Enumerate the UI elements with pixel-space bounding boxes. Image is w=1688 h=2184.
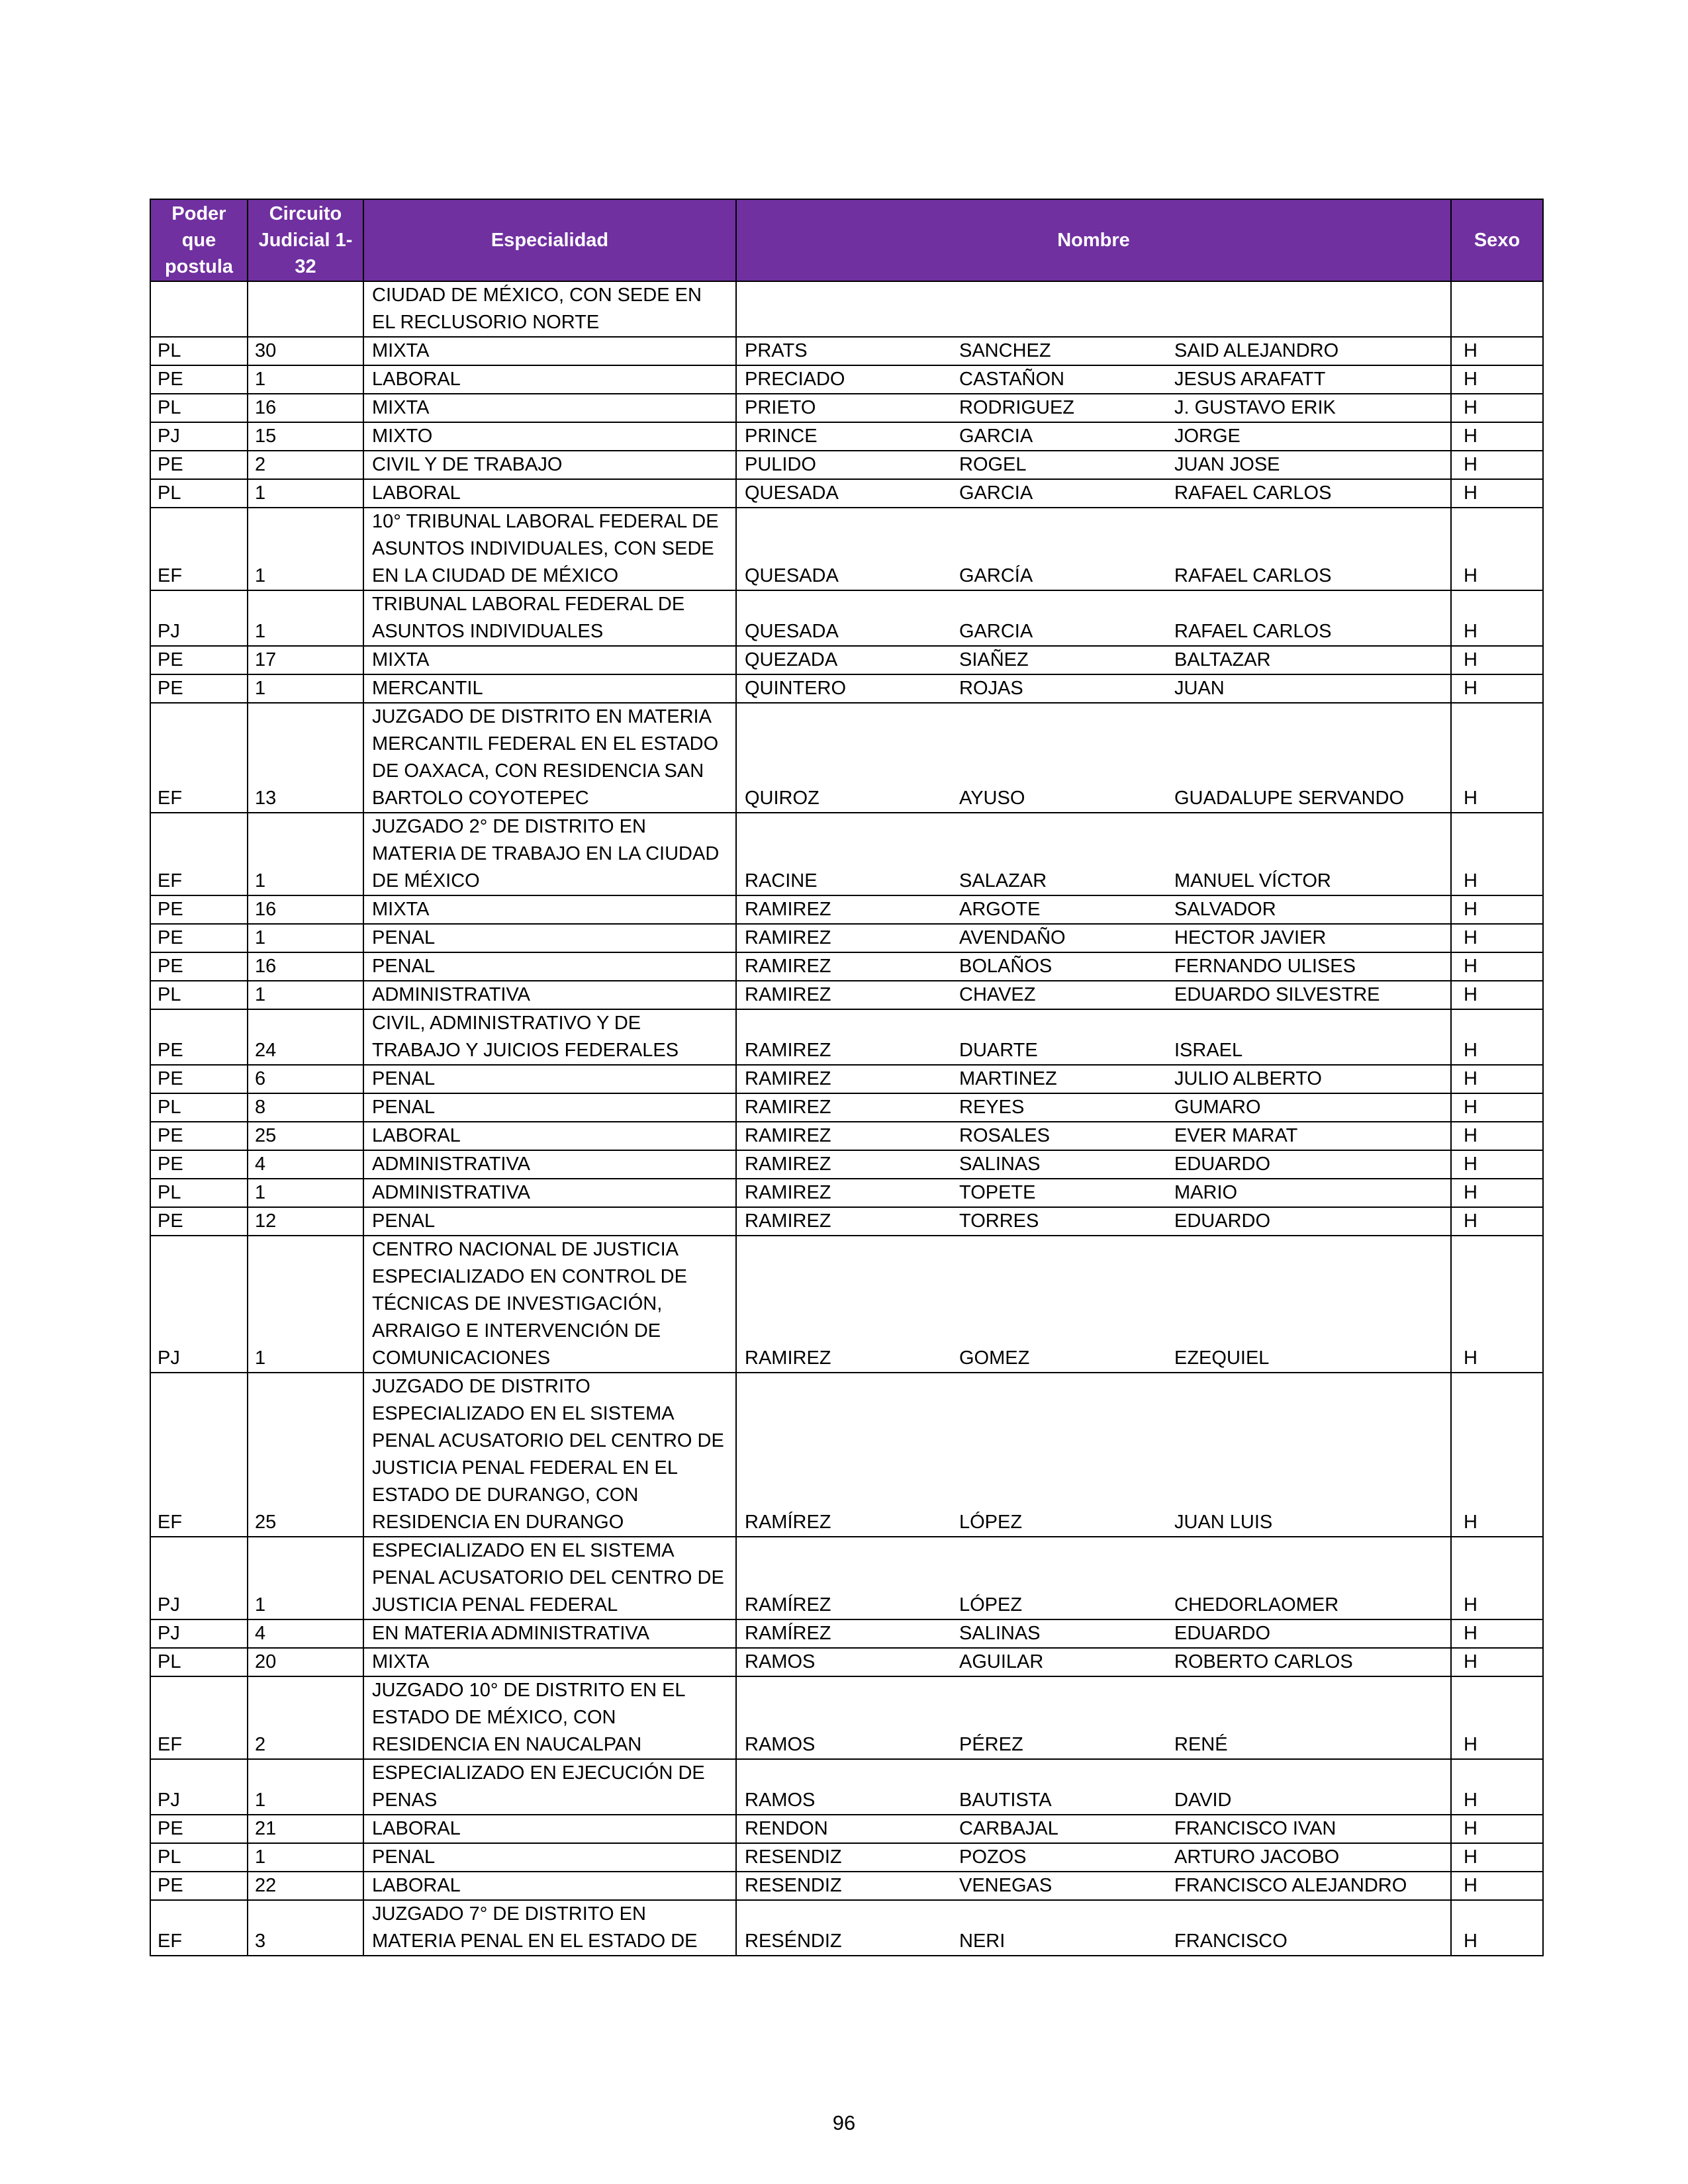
candidates-table-container (150, 199, 1542, 1956)
cell-nombre: CHEDORLAOMER (1166, 1537, 1451, 1619)
cell-apellido-paterno: RAMIREZ (736, 895, 951, 924)
cell-especialidad: EN MATERIA ADMINISTRATIVA (363, 1619, 736, 1648)
table-row (150, 981, 1543, 1009)
cell-apellido-paterno: PRECIADO (736, 365, 951, 394)
cell-poder: PL (150, 1093, 248, 1122)
cell-apellido-paterno: RAMOS (736, 1676, 951, 1759)
cell-circuito: 15 (248, 422, 363, 451)
cell-poder: PE (150, 924, 248, 952)
table-row (150, 1815, 1543, 1843)
cell-poder: PL (150, 1179, 248, 1207)
table-header (150, 199, 1543, 281)
cell-especialidad: PENAL (363, 1207, 736, 1236)
cell-poder: PJ (150, 1759, 248, 1815)
cell-nombre: EDUARDO (1166, 1207, 1451, 1236)
header-circuito: Circuito Judicial 1-32 (248, 199, 363, 281)
cell-apellido-paterno: RAMIREZ (736, 1150, 951, 1179)
cell-circuito: 1 (248, 365, 363, 394)
header-especialidad: Especialidad (363, 199, 736, 281)
cell-nombre (1166, 281, 1451, 337)
table-row (150, 337, 1543, 365)
cell-poder: EF (150, 1900, 248, 1956)
table-row (150, 508, 1543, 590)
cell-poder: PL (150, 394, 248, 422)
cell-poder: PE (150, 1122, 248, 1150)
cell-especialidad: ADMINISTRATIVA (363, 1150, 736, 1179)
cell-nombre: JORGE (1166, 422, 1451, 451)
header-sexo: Sexo (1451, 199, 1543, 281)
cell-especialidad: MIXTO (363, 422, 736, 451)
cell-sexo: H (1451, 422, 1543, 451)
cell-circuito: 25 (248, 1373, 363, 1537)
cell-apellido-paterno: RAMIREZ (736, 1093, 951, 1122)
cell-apellido-materno: TOPETE (951, 1179, 1166, 1207)
cell-nombre: ROBERTO CARLOS (1166, 1648, 1451, 1676)
table-row (150, 646, 1543, 674)
cell-circuito: 1 (248, 1179, 363, 1207)
cell-especialidad: JUZGADO DE DISTRITO ESPECIALIZADO EN EL SISTEMA PENAL ACUSATORIO DEL CENTRO DE JUSTICIA PENAL FEDERAL EN EL ESTADO DE DURANGO, CON RESIDENCIA EN DURANGO (363, 1373, 736, 1537)
cell-apellido-materno: PÉREZ (951, 1676, 1166, 1759)
cell-circuito: 16 (248, 394, 363, 422)
cell-sexo: H (1451, 1122, 1543, 1150)
cell-sexo: H (1451, 1815, 1543, 1843)
cell-sexo: H (1451, 590, 1543, 646)
cell-nombre: JUAN JOSE (1166, 451, 1451, 479)
cell-sexo: H (1451, 952, 1543, 981)
cell-poder: PL (150, 981, 248, 1009)
cell-apellido-materno: SIAÑEZ (951, 646, 1166, 674)
cell-especialidad: PENAL (363, 924, 736, 952)
cell-sexo: H (1451, 508, 1543, 590)
cell-apellido-materno: ROSALES (951, 1122, 1166, 1150)
cell-apellido-paterno: RAMIREZ (736, 1236, 951, 1373)
table-row (150, 422, 1543, 451)
table-row (150, 1207, 1543, 1236)
cell-apellido-paterno: RAMOS (736, 1648, 951, 1676)
table-row (150, 451, 1543, 479)
cell-apellido-materno: LÓPEZ (951, 1537, 1166, 1619)
cell-especialidad: LABORAL (363, 365, 736, 394)
cell-apellido-materno: AVENDAÑO (951, 924, 1166, 952)
cell-apellido-materno: ARGOTE (951, 895, 1166, 924)
cell-circuito: 1 (248, 508, 363, 590)
cell-sexo: H (1451, 674, 1543, 703)
cell-circuito: 22 (248, 1872, 363, 1900)
cell-sexo: H (1451, 1676, 1543, 1759)
cell-apellido-materno: LÓPEZ (951, 1373, 1166, 1537)
cell-apellido-paterno: RAMÍREZ (736, 1373, 951, 1537)
cell-circuito: 16 (248, 895, 363, 924)
cell-poder: EF (150, 508, 248, 590)
cell-sexo (1451, 281, 1543, 337)
cell-especialidad: MIXTA (363, 1648, 736, 1676)
cell-especialidad: JUZGADO DE DISTRITO EN MATERIA MERCANTIL FEDERAL EN EL ESTADO DE OAXACA, CON RESIDENCIA SAN BARTOLO COYOTEPEC (363, 703, 736, 813)
cell-apellido-materno: POZOS (951, 1843, 1166, 1872)
cell-nombre: SALVADOR (1166, 895, 1451, 924)
cell-apellido-materno: REYES (951, 1093, 1166, 1122)
cell-especialidad: LABORAL (363, 1122, 736, 1150)
cell-poder: PE (150, 895, 248, 924)
cell-nombre: RENÉ (1166, 1676, 1451, 1759)
cell-nombre: FERNANDO ULISES (1166, 952, 1451, 981)
cell-especialidad: LABORAL (363, 1815, 736, 1843)
cell-apellido-paterno: RAMOS (736, 1759, 951, 1815)
cell-apellido-materno: ROGEL (951, 451, 1166, 479)
cell-sexo: H (1451, 813, 1543, 895)
cell-nombre: EDUARDO (1166, 1619, 1451, 1648)
cell-nombre: BALTAZAR (1166, 646, 1451, 674)
cell-apellido-paterno: RAMIREZ (736, 1065, 951, 1093)
table-row (150, 813, 1543, 895)
cell-apellido-paterno: RAMÍREZ (736, 1537, 951, 1619)
cell-especialidad: PENAL (363, 1843, 736, 1872)
cell-poder: PJ (150, 422, 248, 451)
cell-circuito: 1 (248, 479, 363, 508)
cell-nombre: JUAN LUIS (1166, 1373, 1451, 1537)
cell-apellido-materno: ROJAS (951, 674, 1166, 703)
cell-nombre: MARIO (1166, 1179, 1451, 1207)
cell-poder: PE (150, 1009, 248, 1065)
cell-apellido-paterno: RAMIREZ (736, 1207, 951, 1236)
cell-circuito: 2 (248, 451, 363, 479)
cell-apellido-materno: BAUTISTA (951, 1759, 1166, 1815)
cell-apellido-paterno: PRIETO (736, 394, 951, 422)
table-row (150, 1619, 1543, 1648)
cell-especialidad: CIUDAD DE MÉXICO, CON SEDE EN EL RECLUSORIO NORTE (363, 281, 736, 337)
cell-sexo: H (1451, 1759, 1543, 1815)
cell-circuito: 1 (248, 1759, 363, 1815)
cell-apellido-paterno (736, 281, 951, 337)
cell-poder: PE (150, 365, 248, 394)
cell-apellido-materno: SALINAS (951, 1619, 1166, 1648)
cell-circuito: 2 (248, 1676, 363, 1759)
cell-apellido-materno: GARCÍA (951, 508, 1166, 590)
cell-circuito: 1 (248, 1537, 363, 1619)
cell-sexo: H (1451, 1648, 1543, 1676)
cell-poder: PL (150, 337, 248, 365)
cell-apellido-materno: DUARTE (951, 1009, 1166, 1065)
cell-poder: EF (150, 703, 248, 813)
cell-apellido-materno: AGUILAR (951, 1648, 1166, 1676)
cell-apellido-materno: TORRES (951, 1207, 1166, 1236)
cell-poder: PE (150, 1150, 248, 1179)
cell-nombre: RAFAEL CARLOS (1166, 590, 1451, 646)
header-nombre: Nombre (736, 199, 1451, 281)
cell-especialidad: MERCANTIL (363, 674, 736, 703)
table-row (150, 1150, 1543, 1179)
cell-nombre: JESUS ARAFATT (1166, 365, 1451, 394)
cell-poder (150, 281, 248, 337)
cell-apellido-paterno: QUESADA (736, 508, 951, 590)
table-row (150, 703, 1543, 813)
cell-especialidad: TRIBUNAL LABORAL FEDERAL DE ASUNTOS INDIVIDUALES (363, 590, 736, 646)
cell-apellido-paterno: RAMIREZ (736, 1179, 951, 1207)
cell-apellido-paterno: RAMIREZ (736, 1009, 951, 1065)
cell-especialidad: PENAL (363, 1093, 736, 1122)
cell-nombre: GUADALUPE SERVANDO (1166, 703, 1451, 813)
cell-nombre: ISRAEL (1166, 1009, 1451, 1065)
cell-apellido-paterno: RAMIREZ (736, 924, 951, 952)
cell-apellido-materno: CASTAÑON (951, 365, 1166, 394)
cell-poder: PE (150, 1872, 248, 1900)
cell-nombre: SAID ALEJANDRO (1166, 337, 1451, 365)
cell-nombre: EDUARDO (1166, 1150, 1451, 1179)
cell-nombre: FRANCISCO ALEJANDRO (1166, 1872, 1451, 1900)
table-row (150, 394, 1543, 422)
cell-especialidad: ADMINISTRATIVA (363, 981, 736, 1009)
cell-sexo: H (1451, 895, 1543, 924)
cell-nombre: HECTOR JAVIER (1166, 924, 1451, 952)
cell-circuito: 17 (248, 646, 363, 674)
cell-apellido-paterno: QUESADA (736, 590, 951, 646)
cell-apellido-paterno: QUINTERO (736, 674, 951, 703)
cell-nombre: ARTURO JACOBO (1166, 1843, 1451, 1872)
cell-apellido-paterno: PRINCE (736, 422, 951, 451)
cell-nombre: GUMARO (1166, 1093, 1451, 1122)
cell-apellido-materno: CHAVEZ (951, 981, 1166, 1009)
page-number: 96 (832, 2111, 856, 2134)
cell-especialidad: PENAL (363, 1065, 736, 1093)
table-row (150, 1872, 1543, 1900)
cell-circuito: 1 (248, 674, 363, 703)
table-row (150, 281, 1543, 337)
cell-apellido-paterno: RAMIREZ (736, 981, 951, 1009)
cell-poder: EF (150, 1676, 248, 1759)
cell-circuito: 1 (248, 981, 363, 1009)
cell-sexo: H (1451, 924, 1543, 952)
cell-apellido-paterno: RAMÍREZ (736, 1619, 951, 1648)
cell-especialidad: LABORAL (363, 1872, 736, 1900)
cell-apellido-paterno: QUIROZ (736, 703, 951, 813)
cell-nombre: FRANCISCO IVAN (1166, 1815, 1451, 1843)
cell-apellido-paterno: RESENDIZ (736, 1843, 951, 1872)
cell-apellido-materno: BOLAÑOS (951, 952, 1166, 981)
cell-sexo: H (1451, 646, 1543, 674)
table-row (150, 1648, 1543, 1676)
cell-circuito: 1 (248, 1843, 363, 1872)
cell-apellido-paterno: RAMIREZ (736, 1122, 951, 1150)
cell-poder: PE (150, 952, 248, 981)
cell-circuito: 4 (248, 1150, 363, 1179)
cell-circuito: 13 (248, 703, 363, 813)
cell-poder: PE (150, 646, 248, 674)
cell-sexo: H (1451, 1619, 1543, 1648)
table-row (150, 1759, 1543, 1815)
table-row (150, 1676, 1543, 1759)
cell-nombre: EDUARDO SILVESTRE (1166, 981, 1451, 1009)
table-row (150, 674, 1543, 703)
cell-circuito: 1 (248, 590, 363, 646)
cell-apellido-materno: RODRIGUEZ (951, 394, 1166, 422)
cell-apellido-materno: GOMEZ (951, 1236, 1166, 1373)
table-row (150, 365, 1543, 394)
cell-poder: PE (150, 451, 248, 479)
table-row (150, 1122, 1543, 1150)
cell-apellido-paterno: RESENDIZ (736, 1872, 951, 1900)
header-poder: Poder que postula (150, 199, 248, 281)
cell-sexo: H (1451, 1843, 1543, 1872)
cell-poder: PL (150, 479, 248, 508)
cell-poder: PJ (150, 1619, 248, 1648)
cell-sexo: H (1451, 981, 1543, 1009)
table-body (150, 281, 1543, 1956)
cell-nombre: JUAN (1166, 674, 1451, 703)
cell-apellido-materno: SALINAS (951, 1150, 1166, 1179)
cell-apellido-paterno: QUEZADA (736, 646, 951, 674)
cell-nombre: DAVID (1166, 1759, 1451, 1815)
cell-sexo: H (1451, 394, 1543, 422)
cell-especialidad: JUZGADO 10° DE DISTRITO EN EL ESTADO DE MÉXICO, CON RESIDENCIA EN NAUCALPAN (363, 1676, 736, 1759)
cell-sexo: H (1451, 1207, 1543, 1236)
cell-sexo: H (1451, 479, 1543, 508)
cell-sexo: H (1451, 365, 1543, 394)
cell-apellido-materno: AYUSO (951, 703, 1166, 813)
cell-especialidad: MIXTA (363, 394, 736, 422)
cell-circuito: 25 (248, 1122, 363, 1150)
cell-apellido-paterno: PULIDO (736, 451, 951, 479)
cell-especialidad: JUZGADO 7° DE DISTRITO EN MATERIA PENAL EN EL ESTADO DE (363, 1900, 736, 1956)
cell-apellido-paterno: PRATS (736, 337, 951, 365)
cell-poder: EF (150, 1373, 248, 1537)
cell-poder: PJ (150, 590, 248, 646)
cell-apellido-materno: GARCIA (951, 590, 1166, 646)
cell-apellido-paterno: RAMIREZ (736, 952, 951, 981)
table-row (150, 1900, 1543, 1956)
cell-circuito: 24 (248, 1009, 363, 1065)
cell-circuito: 1 (248, 1236, 363, 1373)
cell-especialidad: LABORAL (363, 479, 736, 508)
table-row (150, 924, 1543, 952)
cell-sexo: H (1451, 703, 1543, 813)
cell-nombre: MANUEL VÍCTOR (1166, 813, 1451, 895)
cell-circuito: 16 (248, 952, 363, 981)
cell-sexo: H (1451, 1150, 1543, 1179)
cell-apellido-materno: SALAZAR (951, 813, 1166, 895)
cell-especialidad: CIVIL, ADMINISTRATIVO Y DE TRABAJO Y JUICIOS FEDERALES (363, 1009, 736, 1065)
cell-sexo: H (1451, 1065, 1543, 1093)
cell-poder: PE (150, 1065, 248, 1093)
cell-nombre: RAFAEL CARLOS (1166, 508, 1451, 590)
cell-especialidad: MIXTA (363, 646, 736, 674)
cell-poder: PJ (150, 1537, 248, 1619)
cell-circuito (248, 281, 363, 337)
cell-apellido-materno: MARTINEZ (951, 1065, 1166, 1093)
table-row (150, 952, 1543, 981)
cell-sexo: H (1451, 1093, 1543, 1122)
cell-sexo: H (1451, 1236, 1543, 1373)
cell-poder: EF (150, 813, 248, 895)
cell-circuito: 21 (248, 1815, 363, 1843)
cell-apellido-materno: GARCIA (951, 479, 1166, 508)
table-row (150, 1843, 1543, 1872)
cell-sexo: H (1451, 1179, 1543, 1207)
table-row (150, 1009, 1543, 1065)
cell-especialidad: 10° TRIBUNAL LABORAL FEDERAL DE ASUNTOS INDIVIDUALES, CON SEDE EN LA CIUDAD DE MÉXICO (363, 508, 736, 590)
cell-sexo: H (1451, 1009, 1543, 1065)
cell-sexo: H (1451, 451, 1543, 479)
cell-sexo: H (1451, 337, 1543, 365)
table-row (150, 479, 1543, 508)
cell-poder: PE (150, 674, 248, 703)
table-row (150, 1537, 1543, 1619)
cell-circuito: 1 (248, 924, 363, 952)
table-row (150, 895, 1543, 924)
cell-especialidad: ESPECIALIZADO EN EJECUCIÓN DE PENAS (363, 1759, 736, 1815)
cell-poder: PL (150, 1843, 248, 1872)
table-row (150, 1093, 1543, 1122)
cell-nombre: RAFAEL CARLOS (1166, 479, 1451, 508)
cell-sexo: H (1451, 1900, 1543, 1956)
cell-poder: PJ (150, 1236, 248, 1373)
cell-circuito: 20 (248, 1648, 363, 1676)
cell-circuito: 6 (248, 1065, 363, 1093)
table-row (150, 1373, 1543, 1537)
candidates-table (150, 199, 1544, 1956)
cell-especialidad: CENTRO NACIONAL DE JUSTICIA ESPECIALIZADO EN CONTROL DE TÉCNICAS DE INVESTIGACIÓN, ARRAIGO E INTERVENCIÓN DE COMUNICACIONES (363, 1236, 736, 1373)
table-row (150, 590, 1543, 646)
cell-especialidad: MIXTA (363, 895, 736, 924)
cell-nombre: J. GUSTAVO ERIK (1166, 394, 1451, 422)
cell-nombre: FRANCISCO (1166, 1900, 1451, 1956)
cell-apellido-paterno: RENDON (736, 1815, 951, 1843)
table-row (150, 1236, 1543, 1373)
cell-apellido-materno (951, 281, 1166, 337)
cell-circuito: 12 (248, 1207, 363, 1236)
cell-nombre: EZEQUIEL (1166, 1236, 1451, 1373)
cell-circuito: 8 (248, 1093, 363, 1122)
cell-poder: PL (150, 1648, 248, 1676)
cell-nombre: EVER MARAT (1166, 1122, 1451, 1150)
cell-apellido-paterno: RACINE (736, 813, 951, 895)
cell-sexo: H (1451, 1537, 1543, 1619)
table-row (150, 1065, 1543, 1093)
cell-poder: PE (150, 1207, 248, 1236)
cell-sexo: H (1451, 1872, 1543, 1900)
cell-apellido-materno: CARBAJAL (951, 1815, 1166, 1843)
cell-circuito: 1 (248, 813, 363, 895)
cell-especialidad: MIXTA (363, 337, 736, 365)
cell-poder: PE (150, 1815, 248, 1843)
table-row (150, 1179, 1543, 1207)
cell-apellido-materno: GARCIA (951, 422, 1166, 451)
cell-especialidad: ADMINISTRATIVA (363, 1179, 736, 1207)
cell-especialidad: PENAL (363, 952, 736, 981)
cell-especialidad: CIVIL Y DE TRABAJO (363, 451, 736, 479)
cell-circuito: 3 (248, 1900, 363, 1956)
cell-sexo: H (1451, 1373, 1543, 1537)
cell-especialidad: JUZGADO 2° DE DISTRITO EN MATERIA DE TRABAJO EN LA CIUDAD DE MÉXICO (363, 813, 736, 895)
cell-apellido-materno: SANCHEZ (951, 337, 1166, 365)
cell-nombre: JULIO ALBERTO (1166, 1065, 1451, 1093)
cell-apellido-materno: VENEGAS (951, 1872, 1166, 1900)
cell-circuito: 4 (248, 1619, 363, 1648)
cell-apellido-materno: NERI (951, 1900, 1166, 1956)
cell-circuito: 30 (248, 337, 363, 365)
cell-apellido-paterno: QUESADA (736, 479, 951, 508)
cell-apellido-paterno: RESÉNDIZ (736, 1900, 951, 1956)
cell-especialidad: ESPECIALIZADO EN EL SISTEMA PENAL ACUSATORIO DEL CENTRO DE JUSTICIA PENAL FEDERAL (363, 1537, 736, 1619)
